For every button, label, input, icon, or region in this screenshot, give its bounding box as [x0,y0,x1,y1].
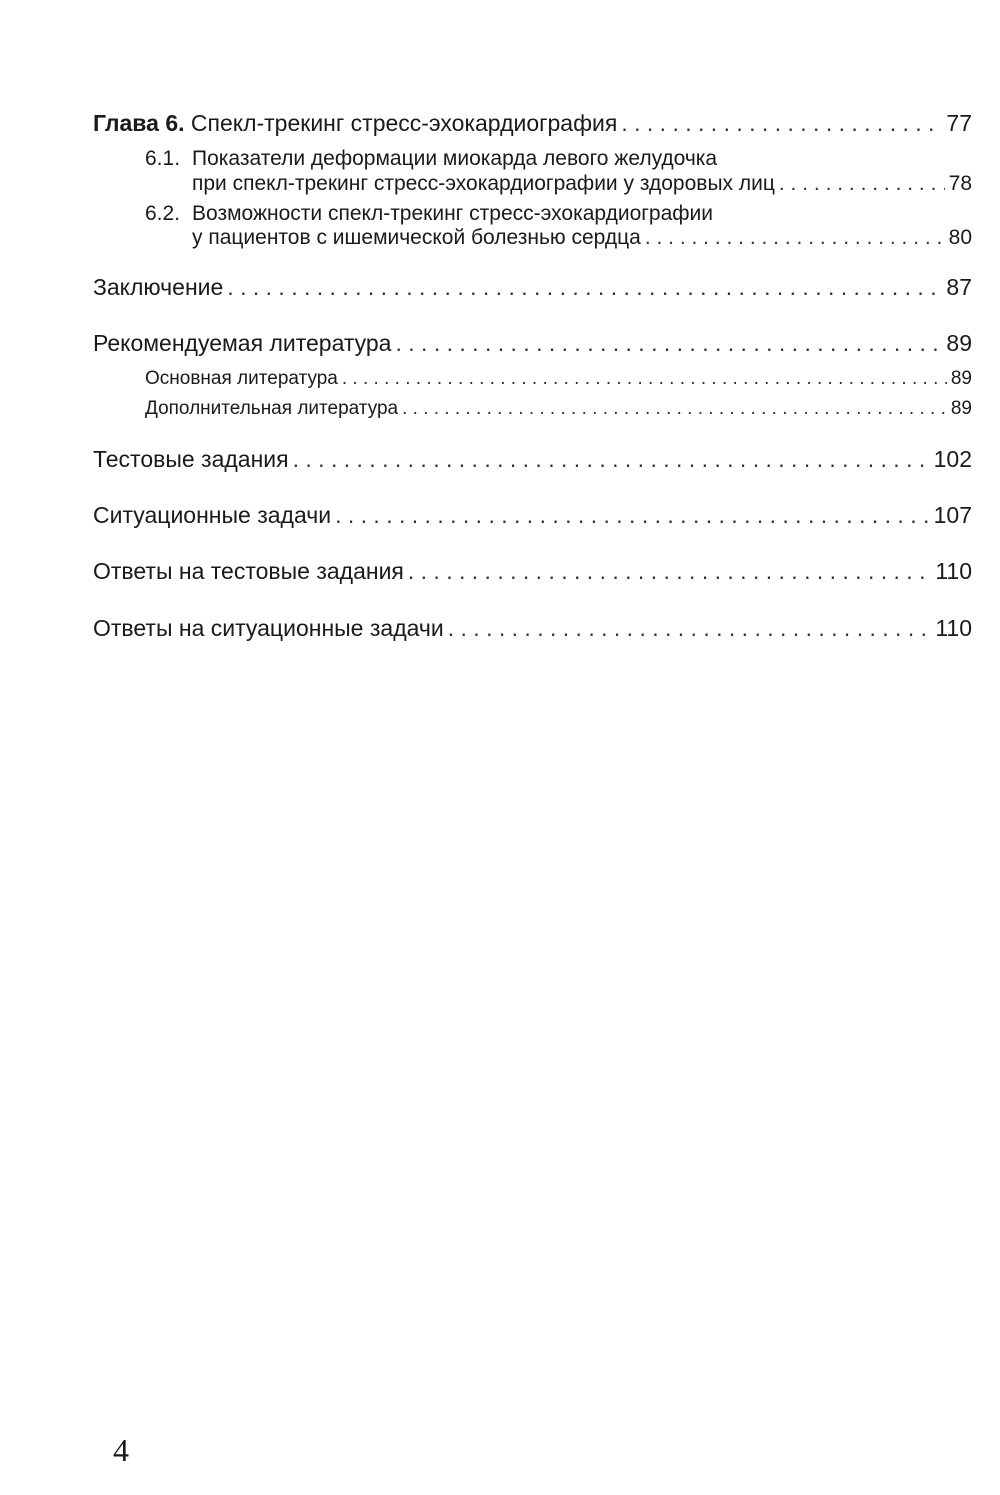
section-title-line2: при спекл-трекинг стресс-эхокардиографии у здоровых лиц [192,172,775,195]
section-number: 6.1. [145,147,181,170]
dot-leader [448,615,932,642]
toc-entry-situational-tasks [93,502,972,529]
toc-entry-page: 107 [933,502,972,528]
toc-entry-page: 110 [935,558,972,584]
toc-entry-recommended-literature [93,330,972,357]
page-number: 4 [113,1432,129,1468]
toc-entry-main-literature [145,368,972,390]
dot-leader [335,502,930,529]
toc-entry-test-answers [93,558,972,585]
toc-entry-test-tasks [93,446,972,473]
chapter-title: Спекл-трекинг стресс-эхокардиография [190,110,618,136]
toc-entry-page: 80 [948,226,972,249]
table-of-contents [0,0,1000,700]
toc-entry-title: Заключение [93,274,224,300]
dot-leader [395,330,942,357]
toc-entry-title: Тестовые задания [93,446,289,472]
section-number: 6.2. [145,202,181,225]
toc-entry-page: 89 [946,330,972,356]
toc-entry-page: 78 [948,172,972,195]
dot-leader [293,446,930,473]
toc-entry-section-6-2 [192,226,972,250]
toc-entry-title [93,110,617,137]
toc-entry-title: Рекомендуемая литература [93,330,392,356]
toc-entry-page: 77 [946,110,972,136]
toc-entry-page: 89 [950,398,972,419]
toc-entry-title: Дополнительная литература [145,398,399,419]
section-title-line2: у пациентов с ишемической болезнью сердца [192,226,641,249]
section-title-line1: Показатели деформации миокарда левого желудочка [192,147,718,170]
toc-entry-page: 89 [950,368,972,389]
chapter-label: Глава 6. [93,110,185,136]
dot-leader [408,558,931,585]
toc-entry-title: Ситуационные задачи [93,502,332,528]
dot-leader [621,110,942,137]
dot-leader [779,172,945,196]
dot-leader [227,274,942,301]
toc-entry-additional-literature [145,398,972,420]
toc-entry-title: Основная литература [145,368,338,389]
dot-leader [342,368,947,390]
toc-entry-section-6-1 [192,172,972,196]
toc-entry-title: Ответы на ситуационные задачи [93,615,444,641]
section-title-line1: Возможности спекл-трекинг стресс-эхокардиографии [192,202,714,225]
dot-leader [402,398,947,420]
toc-entry-page: 87 [946,274,972,300]
toc-entry-situational-answers [93,615,972,642]
toc-entry-title: Ответы на тестовые задания [93,558,404,584]
toc-entry-page: 102 [933,446,972,472]
dot-leader [645,226,945,250]
toc-entry-conclusion [93,274,972,301]
toc-entry-chapter-6 [93,110,972,137]
toc-entry-page: 110 [935,615,972,641]
